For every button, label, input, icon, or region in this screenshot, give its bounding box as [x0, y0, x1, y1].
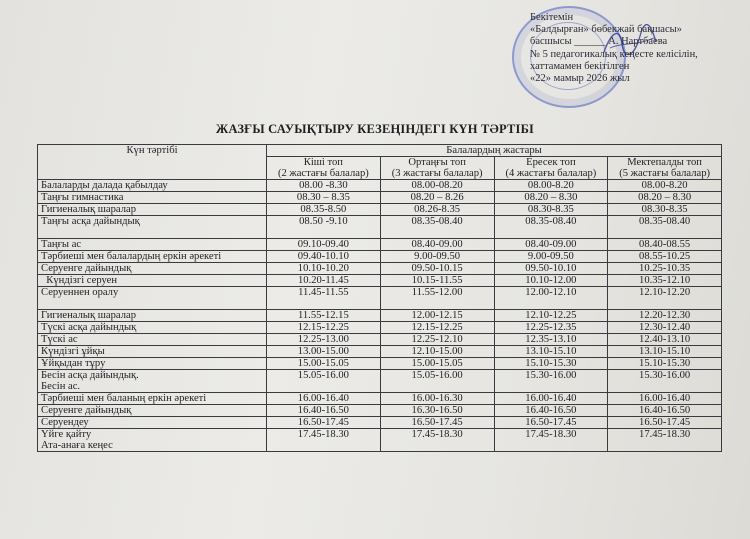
activity-label: Гигиеналық шаралар: [41, 204, 137, 215]
time-cell: 10.25-10.35: [608, 263, 722, 275]
activity-label: Таңғы ас: [41, 239, 82, 250]
time-cell: 9.00-09.50: [494, 251, 608, 263]
activity-cell: [38, 192, 267, 204]
time-cell: 9.00-09.50: [380, 251, 494, 263]
time-cell: 08.35-8.50: [267, 204, 381, 216]
time-cell: 15.00-15.05: [267, 358, 381, 370]
time-cell: 08.20 – 8.26: [380, 192, 494, 204]
activity-label: Гигиеналық шаралар: [41, 310, 137, 321]
time-cell: 13.00-15.00: [267, 346, 381, 358]
age-group-age: (4 жастағы балалар): [505, 168, 597, 179]
activity-label: Балаларды далада қабылдау: [41, 180, 168, 191]
table-row: [38, 251, 722, 263]
activity-label: Серуендеу: [41, 417, 89, 428]
time-cell: 08.26-8.35: [380, 204, 494, 216]
approval-line: «Балдырған» бөбекжай бақшасы»: [530, 24, 682, 36]
table-row: [38, 346, 722, 358]
activity-label: Таңғы асқа дайындық: [41, 216, 140, 227]
time-cell: 09.10-09.40: [267, 239, 381, 251]
activity-column-header: Күн тәртібі: [38, 145, 267, 180]
time-cell: 16.00-16.40: [608, 393, 722, 405]
table-row: [38, 358, 722, 370]
activity-label: Серуенге дайындық: [41, 263, 132, 274]
time-cell: 08.55-10.25: [608, 251, 722, 263]
time-cell: 12.25-13.00: [267, 334, 381, 346]
table-row: [38, 322, 722, 334]
activity-cell: [38, 393, 267, 405]
activity-label: Тәрбиеші мен баланың еркін әрекеті: [41, 393, 207, 404]
activity-label: Бесін ас.: [41, 381, 81, 392]
time-cell: 11.45-11.55: [267, 287, 381, 310]
table-row: [38, 216, 722, 239]
table-row: [38, 334, 722, 346]
age-group-header: [494, 157, 608, 180]
table-row: [38, 393, 722, 405]
activity-cell: [38, 204, 267, 216]
time-cell: 08.40-09.00: [494, 239, 608, 251]
activity-cell: [38, 251, 267, 263]
time-cell: 15.05-16.00: [380, 370, 494, 393]
table-row: [38, 204, 722, 216]
time-cell: 12.30-12.40: [608, 322, 722, 334]
activity-cell: [38, 239, 267, 251]
activity-label: Түскі ас: [41, 334, 78, 345]
time-cell: 08.35-08.40: [380, 216, 494, 239]
time-cell: 16.40-16.50: [494, 405, 608, 417]
activity-label: Түскі асқа дайындық: [41, 322, 137, 333]
time-cell: 12.25-12.35: [494, 322, 608, 334]
time-cell: 17.45-18.30: [494, 429, 608, 452]
activity-label: Серуеннен оралу: [41, 287, 119, 298]
time-cell: 10.35-12.10: [608, 275, 722, 287]
activity-cell: [38, 334, 267, 346]
time-cell: 16.30-16.50: [380, 405, 494, 417]
activity-cell: [38, 310, 267, 322]
activity-label: Ұйқыдан тұру: [41, 358, 106, 369]
table-row: [38, 192, 722, 204]
age-group-header: [380, 157, 494, 180]
time-cell: 16.50-17.45: [494, 417, 608, 429]
approval-block: [530, 12, 730, 85]
age-group-name: Ересек топ: [526, 157, 576, 168]
time-cell: 11.55-12.15: [267, 310, 381, 322]
time-cell: 11.55-12.00: [380, 287, 494, 310]
table-row: [38, 275, 722, 287]
time-cell: 09.50-10.10: [494, 263, 608, 275]
activity-label: Таңғы гимнастика: [41, 192, 124, 203]
activity-label: Ата-анаға кеңес: [41, 440, 113, 451]
table-row: [38, 429, 722, 452]
document-title: ЖАЗҒЫ САУЫҚТЫРУ КЕЗЕҢІНДЕГІ КҮН ТӘРТІБІ: [215, 122, 535, 136]
age-group-name: Ортаңғы топ: [408, 157, 466, 168]
time-cell: 08.00-8.20: [608, 180, 722, 192]
time-cell: 12.15-12.25: [380, 322, 494, 334]
time-cell: 15.10-15.30: [494, 358, 608, 370]
activity-label: Үйге қайту: [41, 429, 92, 440]
time-cell: 12.15-12.25: [267, 322, 381, 334]
age-group-age: (5 жастағы балалар): [619, 168, 711, 179]
time-cell: 12.10-12.20: [608, 287, 722, 310]
time-cell: 12.00-12.15: [380, 310, 494, 322]
time-cell: 10.20-11.45: [267, 275, 381, 287]
time-cell: 16.50-17.45: [267, 417, 381, 429]
activity-cell: [38, 263, 267, 275]
table-row: [38, 310, 722, 322]
time-cell: 08.40-08.55: [608, 239, 722, 251]
activity-cell: [38, 370, 267, 393]
time-cell: 15.05-16.00: [267, 370, 381, 393]
approval-line: «22» мамыр 2026 жыл: [530, 73, 630, 85]
activity-label: Тәрбиеші мен балалардың еркін әрекеті: [41, 251, 222, 262]
time-cell: 12.10-12.25: [494, 310, 608, 322]
time-cell: 12.10-15.00: [380, 346, 494, 358]
activity-label: Күндізгі серуен: [41, 275, 118, 286]
activity-cell: [38, 275, 267, 287]
activity-cell: [38, 417, 267, 429]
time-cell: 08.00-8.20: [494, 180, 608, 192]
time-cell: 10.10-12.00: [494, 275, 608, 287]
schedule-body: [38, 180, 722, 452]
time-cell: 13.10-15.10: [494, 346, 608, 358]
time-cell: 16.00-16.40: [494, 393, 608, 405]
time-cell: 16.50-17.45: [608, 417, 722, 429]
table-row: [38, 239, 722, 251]
time-cell: 16.50-17.45: [380, 417, 494, 429]
time-cell: 08.00-08.20: [380, 180, 494, 192]
activity-cell: [38, 358, 267, 370]
time-cell: 13.10-15.10: [608, 346, 722, 358]
time-cell: 17.45-18.30: [380, 429, 494, 452]
time-cell: 16.40-16.50: [267, 405, 381, 417]
age-group-age: (3 жастағы балалар): [391, 168, 483, 179]
activity-cell: [38, 180, 267, 192]
time-cell: 15.00-15.05: [380, 358, 494, 370]
activity-cell: [38, 346, 267, 358]
time-cell: 10.10-10.20: [267, 263, 381, 275]
time-cell: 08.35-08.40: [608, 216, 722, 239]
time-cell: 08.35-08.40: [494, 216, 608, 239]
approval-line: Бекітемін: [530, 12, 574, 23]
time-cell: 12.00-12.10: [494, 287, 608, 310]
time-cell: 17.45-18.30: [267, 429, 381, 452]
schedule-table: [37, 144, 722, 452]
time-cell: 15.30-16.00: [494, 370, 608, 393]
activity-label: [41, 227, 263, 238]
age-group-name: Кіші топ: [303, 157, 343, 168]
approval-line: басшысы ______ А. Нартбаева: [530, 36, 668, 48]
activity-cell: [38, 287, 267, 310]
table-row: [38, 370, 722, 393]
approval-line: хаттамамен бекітілген: [530, 60, 630, 72]
time-cell: 17.45-18.30: [608, 429, 722, 452]
activity-cell: [38, 322, 267, 334]
activity-cell: [38, 405, 267, 417]
time-cell: 08.00 -8.30: [267, 180, 381, 192]
activity-label: Бесін асқа дайындық.: [41, 370, 139, 381]
time-cell: 10.15-11.55: [380, 275, 494, 287]
time-cell: 16.00-16.30: [380, 393, 494, 405]
time-cell: 12.40-13.10: [608, 334, 722, 346]
age-group-age: (2 жастағы балалар): [277, 168, 369, 179]
time-cell: 08.30-8.35: [608, 204, 722, 216]
time-cell: 16.00-16.40: [267, 393, 381, 405]
time-cell: 09.50-10.15: [380, 263, 494, 275]
time-cell: 08.30-8.35: [494, 204, 608, 216]
time-cell: 12.20-12.30: [608, 310, 722, 322]
time-cell: 08.50 -9.10: [267, 216, 381, 239]
age-group-name: Мектепалды топ: [627, 157, 702, 168]
age-groups-header: Балалардың жастары: [267, 145, 722, 157]
time-cell: 09.40-10.10: [267, 251, 381, 263]
activity-label: [41, 298, 263, 309]
time-cell: 08.20 – 8.30: [608, 192, 722, 204]
time-cell: 12.35-13.10: [494, 334, 608, 346]
time-cell: 15.10-15.30: [608, 358, 722, 370]
age-group-header: [267, 157, 381, 180]
time-cell: 08.20 – 8.30: [494, 192, 608, 204]
table-row: [38, 287, 722, 310]
activity-label: Серуенге дайындық: [41, 405, 132, 416]
activity-cell: [38, 429, 267, 452]
table-row: [38, 263, 722, 275]
table-row: [38, 417, 722, 429]
time-cell: 08.30 – 8.35: [267, 192, 381, 204]
table-row: [38, 180, 722, 192]
activity-label: Күндізгі ұйқы: [41, 346, 105, 357]
time-cell: 15.30-16.00: [608, 370, 722, 393]
time-cell: 16.40-16.50: [608, 405, 722, 417]
table-header-row: [38, 145, 722, 157]
approval-line: № 5 педагогикалық кеңесте келісілін,: [530, 48, 698, 60]
time-cell: 12.25-12.10: [380, 334, 494, 346]
time-cell: 08.40-09.00: [380, 239, 494, 251]
activity-cell: [38, 216, 267, 239]
table-row: [38, 405, 722, 417]
age-group-header: [608, 157, 722, 180]
